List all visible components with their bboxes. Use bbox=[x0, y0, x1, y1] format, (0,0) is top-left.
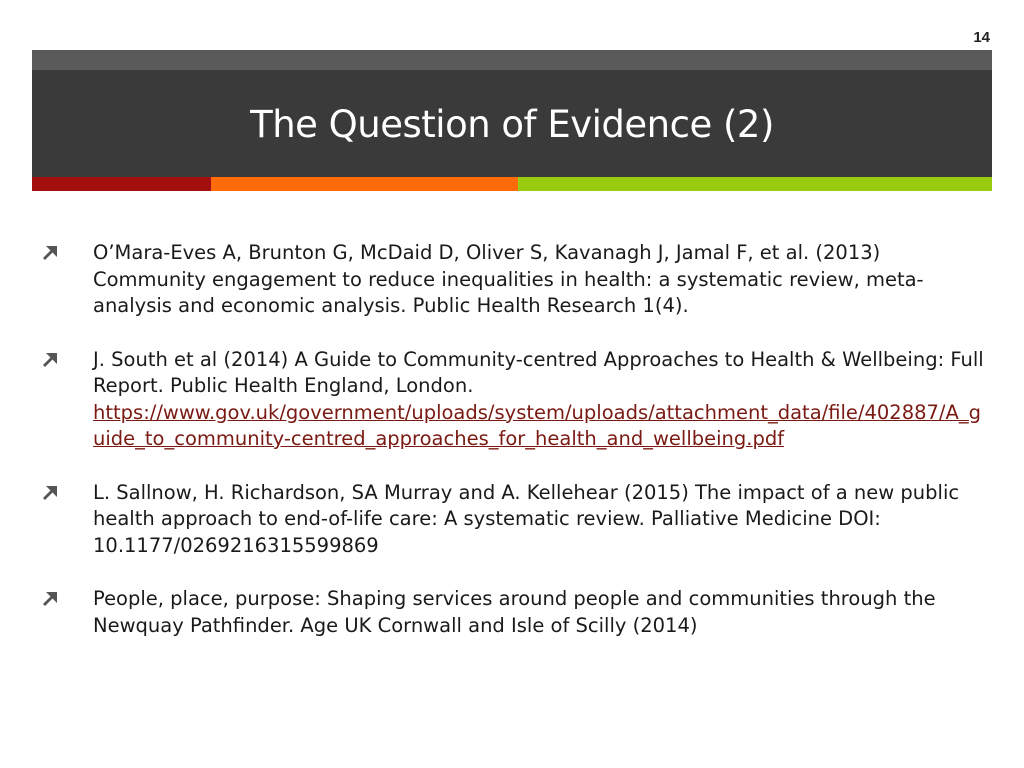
reference-link[interactable]: https://www.gov.uk/government/uploads/system/uploads/attachment_data/file/402887/A_guide_to_community-centred_approaches_for_health_and_wellbeing.pdf bbox=[93, 400, 981, 450]
slide-title: The Question of Evidence (2) bbox=[250, 103, 774, 146]
reference-text: J. South et al (2014) A Guide to Community-centred Approaches to Health & Wellbeing: Full Report. Public Health England, London. bbox=[93, 347, 984, 397]
reference-item bbox=[42, 240, 987, 320]
reference-item bbox=[42, 586, 987, 639]
reference-list bbox=[42, 240, 987, 666]
slide-number: 14 bbox=[973, 29, 990, 46]
title-bar bbox=[32, 50, 992, 177]
reference-text: People, place, purpose: Shaping services around people and communities through the Newquay Pathfinder. Age UK Cornwall and Isle of Scilly (2014) bbox=[93, 587, 936, 637]
accent-strip bbox=[32, 177, 992, 191]
title-bar-top-band bbox=[32, 50, 992, 70]
reference-text: O’Mara-Eves A, Brunton G, McDaid D, Oliver S, Kavanagh J, Jamal F, et al. (2013) Community engagement to reduce inequalities in health: a systematic review, meta-analysis and economic analysis. Public Health Research 1(4). bbox=[93, 241, 924, 317]
reference-item bbox=[42, 347, 987, 453]
arrow-up-right-icon bbox=[42, 245, 58, 261]
accent-strip-red bbox=[32, 177, 211, 191]
accent-strip-green bbox=[518, 177, 992, 191]
reference-item bbox=[42, 480, 987, 560]
accent-strip-orange bbox=[211, 177, 518, 191]
arrow-up-right-icon bbox=[42, 485, 58, 501]
arrow-up-right-icon bbox=[42, 352, 58, 368]
reference-text: L. Sallnow, H. Richardson, SA Murray and A. Kellehear (2015) The impact of a new public health approach to end-of-life care: A systematic review. Palliative Medicine DOI: 10.1177/0269216315599869 bbox=[93, 480, 960, 557]
arrow-up-right-icon bbox=[42, 591, 58, 607]
